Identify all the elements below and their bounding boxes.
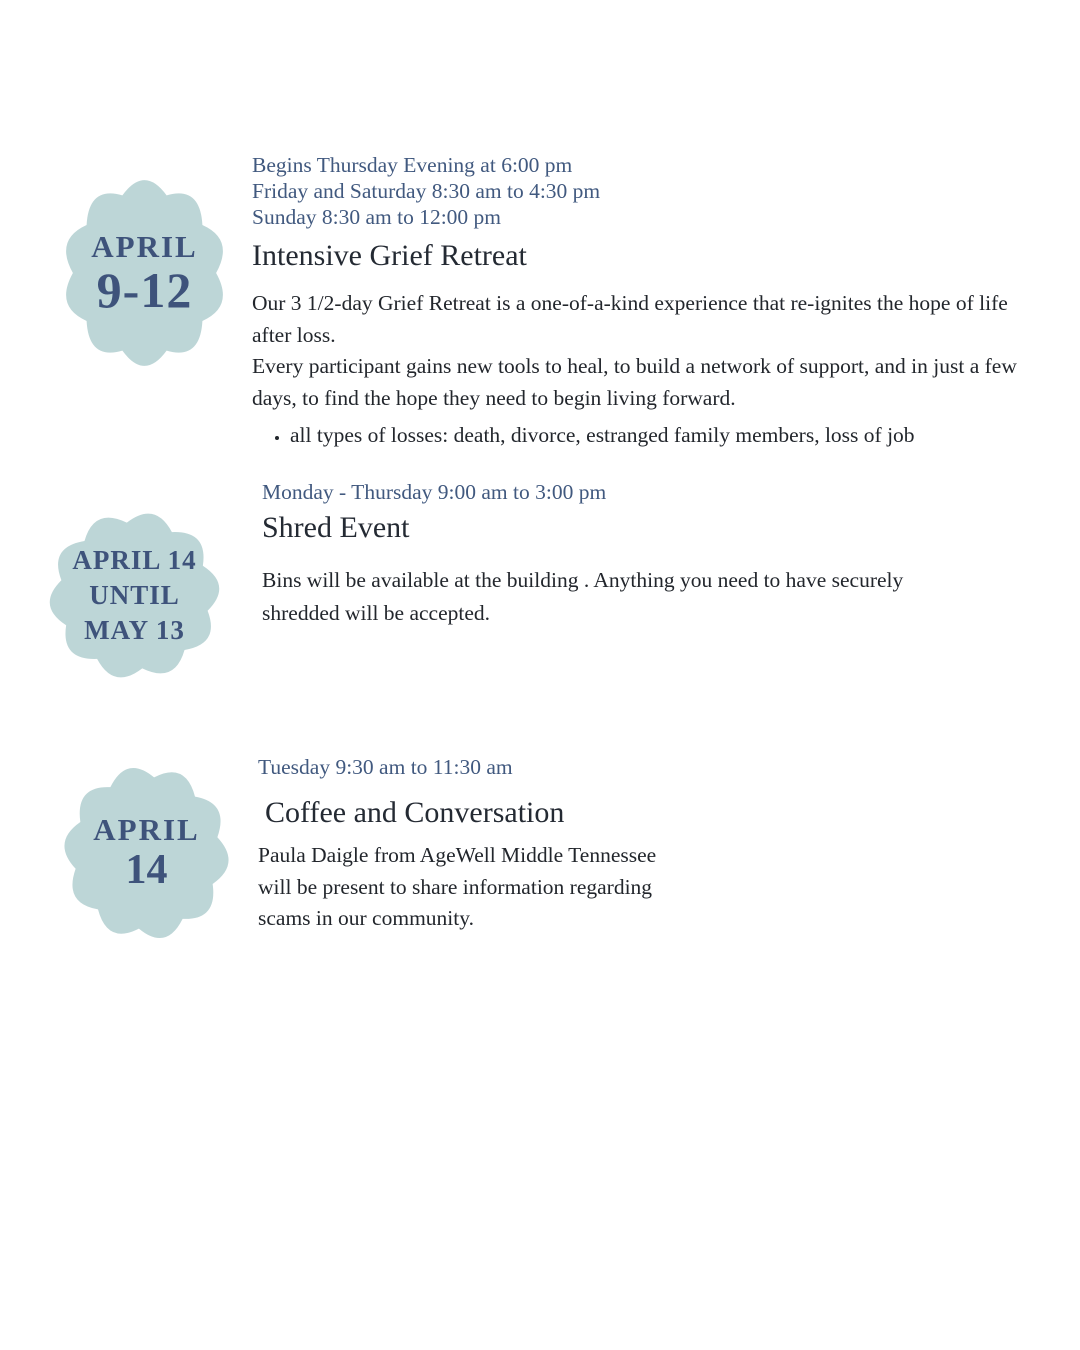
- schedule-line: Begins Thursday Evening at 6:00 pm: [252, 153, 573, 177]
- badge-date-line: APRIL 14: [72, 545, 197, 575]
- schedule-line: Friday and Saturday 8:30 am to 4:30 pm: [252, 179, 601, 203]
- description-paragraph: Paula Daigle from AgeWell Middle Tennessee will be present to share information regarding scams in our community.: [258, 843, 657, 930]
- description-paragraph: Bins will be available at the building . Anything you need to have securely shredded will be accepted.: [262, 568, 904, 625]
- event-description: [258, 840, 678, 935]
- event-description: [262, 564, 954, 630]
- badge-month-label: APRIL: [91, 228, 198, 264]
- bullet-item: • all types of losses: death, divorce, estranged family members, loss of job: [290, 420, 1080, 450]
- event-schedule: [262, 479, 822, 505]
- badge-month-label: APRIL: [93, 811, 200, 847]
- event-schedule: [258, 754, 818, 780]
- badge-date-text: [55, 171, 234, 375]
- bullet-list: [252, 420, 1080, 450]
- badge-date-text: [41, 504, 228, 701]
- event-title: Shred Event: [262, 511, 410, 544]
- schedule-line: Monday - Thursday 9:00 am to 3:00 pm: [262, 480, 607, 504]
- badge-day-label: 14: [125, 846, 168, 893]
- badge-date-line: UNTIL: [89, 580, 180, 610]
- date-badge-april-9-12: [55, 171, 234, 375]
- badge-date-line: MAY 13: [84, 615, 185, 645]
- event-description: [252, 288, 1052, 414]
- description-paragraph: Our 3 1/2-day Grief Retreat is a one-of-a-kind experience that re-ignites the hope of life after loss.: [252, 291, 1008, 347]
- date-badge-april-14-may-13: [41, 504, 228, 687]
- event-title: Coffee and Conversation: [265, 796, 565, 829]
- event-title: Intensive Grief Retreat: [252, 239, 527, 272]
- schedule-line: Tuesday 9:30 am to 11:30 am: [258, 755, 513, 779]
- description-paragraph: Every participant gains new tools to heal, to build a network of support, and in just a few days, to find the hope they need to begin living forward.: [252, 354, 1017, 410]
- date-badge-april-14: [56, 758, 237, 948]
- badge-day-label: 9-12: [96, 261, 193, 318]
- badge-date-text: [56, 758, 237, 964]
- event-schedule: [252, 152, 812, 230]
- schedule-line: Sunday 8:30 am to 12:00 pm: [252, 205, 502, 229]
